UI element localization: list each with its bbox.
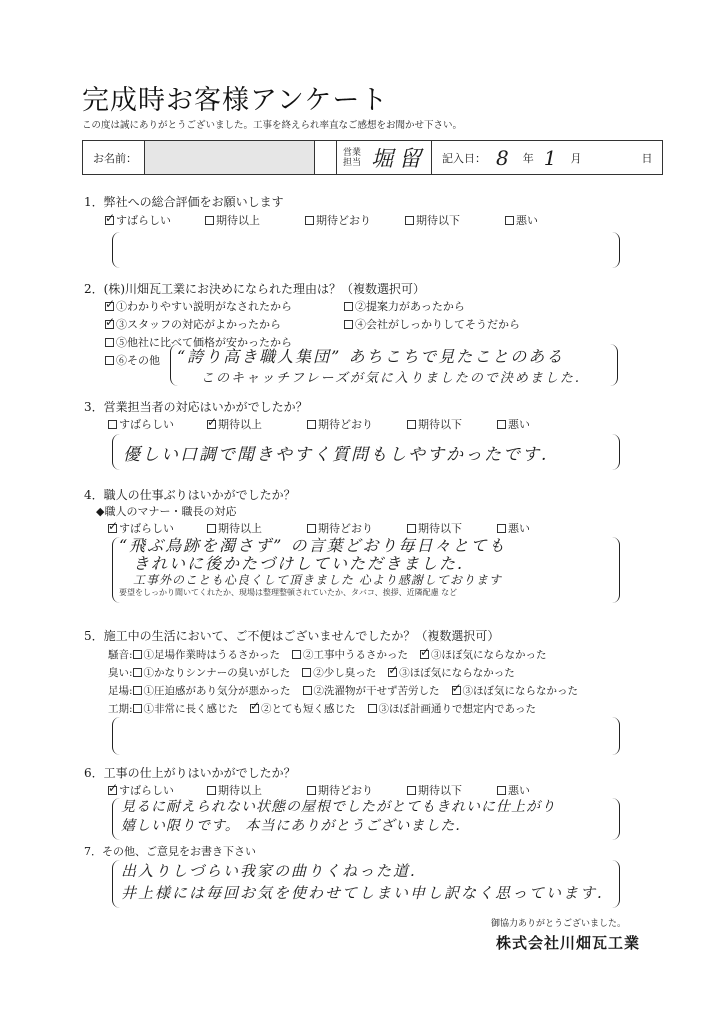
checkbox-icon (207, 786, 216, 795)
checkbox-icon (133, 668, 142, 677)
q1-options (105, 212, 538, 228)
option-label: 期待どおり (318, 784, 373, 797)
q2-option-4[interactable] (344, 316, 520, 332)
q2-option-3[interactable] (105, 316, 344, 332)
option-label: 悪い (508, 522, 530, 535)
checkbox-icon (303, 686, 312, 695)
q3-option-as-expected[interactable] (307, 416, 407, 432)
q6-option-as-expected[interactable] (307, 782, 407, 798)
checkbox-checked-icon (250, 704, 259, 713)
q6-comment-line2: 嬉しい限りです。 本当にありがとうございました. (121, 818, 461, 834)
q2-other-comment-line1: “誇り高き職人集団” あちこちで見たことのある (177, 347, 565, 366)
q1-option-excellent[interactable] (105, 212, 205, 228)
checkbox-icon (133, 650, 142, 659)
q4-option-as-expected[interactable] (307, 520, 407, 536)
q7-title: 7．その他、ご意見をお書き下さい (84, 845, 256, 858)
q5-noise-option-1[interactable] (133, 647, 281, 662)
checkbox-icon (407, 420, 416, 429)
q5-scaffold-option-3[interactable] (452, 683, 579, 698)
option-label: ①わかりやすい説明がなされたから (116, 300, 292, 313)
checkbox-checked-icon (108, 786, 117, 795)
q3-option-bad[interactable] (497, 416, 530, 432)
checkbox-icon (344, 320, 353, 329)
staff-cell (337, 141, 432, 174)
option-label: ②提案力があったから (355, 300, 465, 313)
checkbox-icon (105, 338, 114, 347)
q2-option-6[interactable] (105, 352, 160, 368)
q1-title: 1．弊社への総合評価をお願いします (84, 195, 284, 209)
option-label: 期待以下 (418, 522, 462, 535)
option-label: 期待どおり (318, 418, 373, 431)
q5-row-smell (108, 663, 590, 681)
option-label: 悪い (508, 784, 530, 797)
name-field[interactable] (145, 141, 315, 174)
footer-thanks: 御協力ありがとうございました。 (491, 919, 627, 929)
q4-options (108, 520, 530, 536)
checkbox-checked-icon (420, 650, 429, 659)
checkbox-icon (505, 216, 514, 225)
company-name: 株式会社川畑瓦工業 (496, 934, 641, 952)
q4-option-excellent[interactable] (108, 520, 207, 536)
q5-schedule-option-1[interactable] (133, 701, 239, 716)
q4-comment-box[interactable] (112, 537, 620, 603)
option-label: ②とても短く感じた (261, 702, 356, 715)
checkbox-icon (368, 704, 377, 713)
q7-comment-box[interactable] (112, 860, 620, 908)
checkbox-icon (133, 686, 142, 695)
q5-category-label: 工期: (108, 702, 133, 715)
q5-category-label: 騒音: (108, 648, 133, 661)
q2-row-4 (105, 352, 160, 368)
q5-title: 5．施工中の生活において、ご不便はございませんでしたか？（複数選択可） (84, 629, 500, 643)
checkbox-checked-icon (108, 524, 117, 533)
q5-category-label: 足場: (108, 684, 133, 697)
blank-cell (315, 141, 337, 174)
option-label: 期待以下 (418, 784, 462, 797)
option-label: すばらしい (116, 214, 171, 227)
q5-smell-option-3[interactable] (388, 665, 515, 680)
q5-row-scaffold (108, 681, 590, 699)
q1-option-as-expected[interactable] (305, 212, 405, 228)
q3-option-below[interactable] (407, 416, 497, 432)
checkbox-icon (292, 650, 301, 659)
option-label: 期待以下 (416, 214, 460, 227)
option-label: ③ほぼ気にならなかった (399, 666, 515, 679)
option-label: ②少し臭った (313, 666, 377, 679)
q5-category-label: 臭い: (108, 666, 133, 679)
checkbox-icon (407, 524, 416, 533)
option-label: すばらしい (119, 784, 174, 797)
q5-smell-option-1[interactable] (133, 665, 291, 680)
year-unit: 年 (522, 151, 534, 165)
checkbox-icon (405, 216, 414, 225)
option-label: ①足場作業時はうるさかった (143, 648, 281, 661)
q5-noise-option-3[interactable] (420, 647, 547, 662)
q4-title: 4．職人の仕事ぶりはいかがでしたか？ (84, 488, 296, 502)
checkbox-icon (207, 524, 216, 533)
date-month-field[interactable]: 1 (543, 145, 557, 170)
checkbox-checked-icon (105, 302, 114, 311)
option-label: ③ほぼ気にならなかった (462, 684, 579, 697)
q7-comment-line1: 出入りしづらい我家の曲りくねった道. (121, 862, 417, 880)
checkbox-icon (497, 786, 506, 795)
q4-option-bad[interactable] (497, 520, 530, 536)
option-label: ①かなりシンナーの臭いがした (143, 666, 291, 679)
option-label: 期待以上 (218, 418, 262, 431)
option-label: ②工事中うるさかった (303, 648, 409, 661)
checkbox-icon (302, 668, 311, 677)
q2-option-2[interactable] (344, 298, 465, 314)
checkbox-checked-icon (105, 216, 114, 225)
checkbox-icon (497, 420, 506, 429)
day-unit: 日 (641, 151, 653, 165)
staff-label-line2: 担当 (343, 157, 362, 168)
checkbox-checked-icon (105, 320, 114, 329)
checkbox-icon (307, 420, 316, 429)
form-title: 完成時お客様アンケート (82, 85, 389, 116)
q3-title: 3．営業担当者の対応はいかがでしたか？ (84, 400, 308, 414)
q4-comment-line1: “飛ぶ鳥跡を濁さず” の言葉どおり毎日々とても (119, 536, 507, 555)
checkbox-icon (108, 420, 117, 429)
q5-noise-option-2[interactable] (292, 647, 408, 662)
q2-title: 2．(株)川畑瓦工業にお決めになられた理由は？（複数選択可） (84, 282, 426, 296)
q2-other-comment-box[interactable] (170, 344, 618, 386)
q3-comment-box[interactable] (112, 434, 620, 470)
option-label: ⑥その他 (116, 354, 160, 367)
checkbox-icon (497, 524, 506, 533)
option-label: 期待どおり (318, 522, 373, 535)
option-label: 期待どおり (316, 214, 371, 227)
date-cell (432, 141, 662, 174)
option-label: ①非常に長く感じた (143, 702, 239, 715)
checkbox-icon (307, 524, 316, 533)
date-year-field[interactable]: 8 (496, 145, 509, 170)
q3-comment: 優しい口調で聞きやすく質問もしやすかったです. (123, 444, 549, 465)
q6-comment-line1: 見るに耐えられない状態の屋根でしたがとてもきれいに仕上がり (121, 799, 556, 815)
q4-comment-line3: 工事外のことも心良くして頂きました 心より感謝しております (133, 573, 502, 587)
q6-comment-box[interactable] (112, 798, 620, 840)
q5-schedule-option-3[interactable] (368, 701, 536, 716)
q4-hint: 要望をしっかり聞いてくれたか、現場は整理整頓されていたか、タバコ、挨拶、近隣配慮 など (119, 588, 458, 597)
staff-name-field[interactable]: 堀留 (371, 147, 428, 172)
checkbox-icon (133, 704, 142, 713)
q4-option-above[interactable] (207, 520, 307, 536)
month-unit: 月 (570, 151, 582, 165)
staff-label (343, 148, 365, 168)
checkbox-checked-icon (452, 686, 461, 695)
checkbox-icon (344, 302, 353, 311)
checkbox-icon (305, 216, 314, 225)
q5-row-schedule (108, 699, 590, 717)
option-label: ①圧迫感があり気分が悪かった (143, 684, 291, 697)
checkbox-icon (307, 786, 316, 795)
q6-title: 6．工事の仕上がりはいかがでしたか？ (84, 766, 296, 780)
q1-option-below[interactable] (405, 212, 505, 228)
q5-row-noise (108, 645, 590, 663)
option-label: 期待以上 (216, 214, 260, 227)
form-subtitle: この度は誠にありがとうございました。工事を終えられ率直なご感想をお聞かせ下さい。 (82, 120, 463, 131)
q5-scaffold-option-2[interactable] (303, 683, 440, 698)
q2-other-comment-line2: このキャッチフレーズが気に入りましたので決めました. (201, 371, 581, 386)
q1-comment-box[interactable] (112, 232, 620, 268)
q6-option-bad[interactable] (497, 782, 530, 798)
option-label: ③ほぼ気にならなかった (431, 648, 547, 661)
option-label: 期待以上 (218, 522, 262, 535)
checkbox-checked-icon (207, 420, 216, 429)
option-label: すばらしい (119, 418, 174, 431)
option-label: ③ほぼ計画通りで想定内であった (378, 702, 536, 715)
q2-row-2 (105, 316, 520, 332)
option-label: ④会社がしっかりしてそうだから (355, 318, 520, 331)
option-label: すばらしい (119, 522, 174, 535)
name-label: お名前： (83, 141, 145, 174)
q6-option-below[interactable] (407, 782, 497, 798)
header-table (82, 140, 663, 175)
checkbox-icon (105, 356, 114, 365)
q6-options (108, 782, 530, 798)
q5-smell-option-2[interactable] (302, 665, 376, 680)
checkbox-checked-icon (388, 668, 397, 677)
staff-label-line1: 営業 (343, 147, 362, 158)
option-label: ②洗濯物が干せず苦労した (313, 684, 440, 697)
q5-schedule-option-2[interactable] (250, 701, 356, 716)
checkbox-icon (205, 216, 214, 225)
checkbox-icon (407, 786, 416, 795)
option-label: 悪い (508, 418, 530, 431)
q6-option-above[interactable] (207, 782, 307, 798)
date-label: 記入日： (442, 151, 486, 165)
q4-comment-line2: きれいに後かたづけしていただきました. (133, 554, 465, 573)
q3-option-excellent[interactable] (108, 416, 207, 432)
q2-option-1[interactable] (105, 298, 344, 314)
q1-option-bad[interactable] (505, 212, 538, 228)
q4-subtitle: ◆職人のマナー・職長の対応 (96, 505, 237, 518)
q4-option-below[interactable] (407, 520, 497, 536)
q7-comment-line2: 井上様には毎回お気を使わせてしまい申し訳なく思っています. (121, 884, 604, 902)
q5-rows (108, 645, 590, 717)
option-label: ③スタッフの対応がよかったから (116, 318, 281, 331)
q6-option-excellent[interactable] (108, 782, 207, 798)
q1-option-above[interactable] (205, 212, 305, 228)
q2-row-1 (105, 298, 465, 314)
q3-option-above[interactable] (207, 416, 307, 432)
option-label: 期待以下 (418, 418, 462, 431)
option-label: 悪い (516, 214, 538, 227)
q3-options (108, 416, 530, 432)
q5-scaffold-option-1[interactable] (133, 683, 291, 698)
option-label: ⑤他社に比べて価格が安かったから (116, 336, 292, 349)
option-label: 期待以上 (218, 784, 262, 797)
q5-comment-box[interactable] (112, 717, 620, 755)
